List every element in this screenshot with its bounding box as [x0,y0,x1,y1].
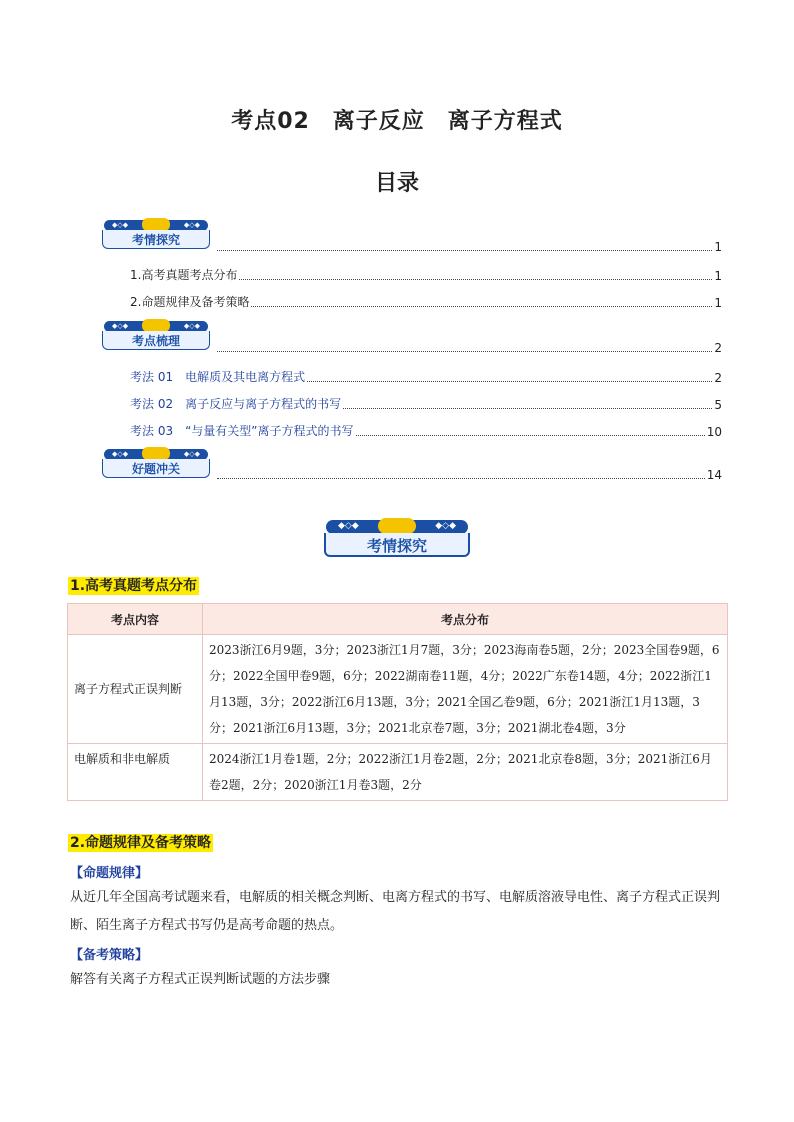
table-header: 考点分布 [203,604,728,635]
toc-entry[interactable]: 14 [215,468,722,482]
decor-dots-icon: ◆◇◆ [183,221,200,229]
toc-entry[interactable]: 1.高考真题考点分布 1 [130,268,722,283]
toc-title: 目录 [374,171,419,196]
table-row [68,744,728,801]
toc-method-entry[interactable]: 考法 02 离子反应与离子方程式的书写 5 [130,397,722,412]
decor-dots-icon: ◆◇◆ [338,521,359,531]
table-cell: 2023浙江6月9题，3分；2023浙江1月7题，3分；2023海南卷5题，2分；2023全国卷9题，6分；2022全国甲卷9题，6分；2022湖南卷11题，4分；2022广东卷14题，4分；2022浙江1月13题，3分；2022浙江6月13题，3分；2021全国乙卷9题，6分；2021浙江1月13题，3分；2021浙江6月13题，3分；2021北京卷7题，3分；2021湖北卷4题，3分 [203,635,728,744]
decor-dots-icon: ◆◇◆ [112,450,129,458]
toc-badge-kaoqing[interactable] [102,220,210,250]
decor-dots-icon: ◆◇◆ [112,322,129,330]
table-row [68,635,728,744]
decor-dots-icon: ◆◇◆ [435,521,456,531]
distribution-table [67,603,728,801]
toc-badge-haoti[interactable] [102,449,210,479]
decor-dots-icon: ◆◇◆ [183,450,200,458]
strategy-label: 【备考策略】 [70,948,149,963]
toc-entry[interactable]: 1 [215,240,722,254]
toc-method-entry[interactable]: 考法 03 “与量有关型”离子方程式的书写 10 [130,424,722,439]
page-title: 考点02 离子反应 离子方程式 [231,109,563,134]
table-header: 考点内容 [68,604,203,635]
toc-badge-kaodian[interactable] [102,321,210,351]
rule-text: 从近几年全国高考试题来看，电解质的相关概念判断、电离方程式的书写、电解质溶液导电性、离子方程式正误判断、陌生离子方程式书写仍是高考命题的热点。 [70,890,721,933]
rule-label: 【命题规律】 [70,866,149,881]
badge-label: 好题冲关 [131,462,180,476]
decor-dots-icon: ◆◇◆ [112,221,129,229]
banner-label: 考情探究 [366,537,427,555]
toc-entry[interactable]: 2 [215,341,722,355]
badge-label: 考点梳理 [131,334,180,348]
decor-dots-icon: ◆◇◆ [183,322,200,330]
section-banner [324,520,470,558]
table-cell: 离子方程式正误判断 [68,635,203,744]
table-cell: 2024浙江1月卷1题，2分；2022浙江1月卷2题，2分；2021北京卷8题，3分；2021浙江6月卷2题，2分；2020浙江1月卷3题，2分 [203,744,728,801]
section-heading: 2.命题规律及备考策略 [70,835,212,851]
table-cell: 电解质和非电解质 [68,744,203,801]
toc-method-entry[interactable]: 考法 01 电解质及其电离方程式 2 [130,370,722,385]
badge-label: 考情探究 [131,233,180,247]
toc-entry[interactable]: 2.命题规律及备考策略 1 [130,295,722,310]
section-heading: 1.高考真题考点分布 [70,578,198,594]
strategy-text: 解答有关离子方程式正误判断试题的方法步骤 [70,972,331,987]
